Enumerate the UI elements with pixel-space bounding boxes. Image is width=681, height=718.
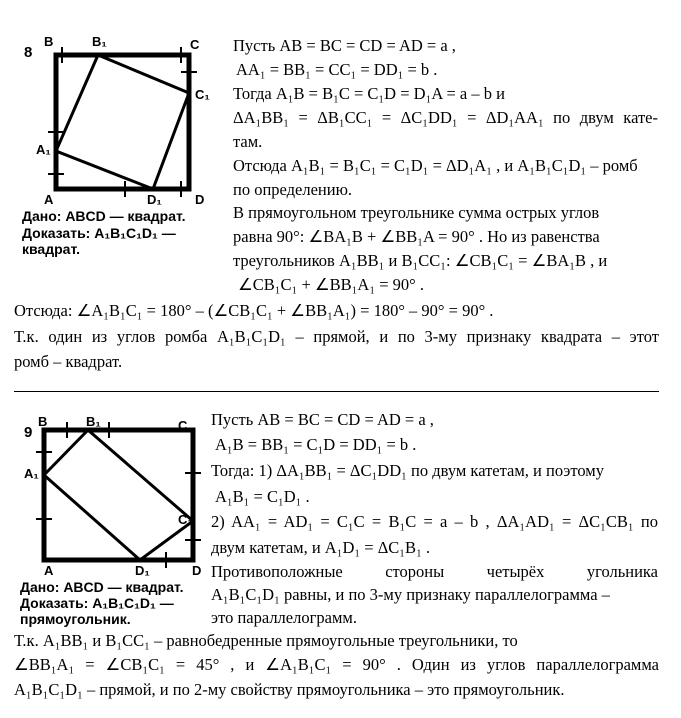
proof-line: Тогда A₁B = B₁C = C₁D = D₁A = a – b и: [233, 84, 505, 103]
proof-line: там.: [233, 132, 263, 151]
proof-line: треугольников A₁BB₁ и B₁CC₁: ∠CB₁C₁ = ∠BA₁B , и: [233, 251, 608, 270]
proof-line: 2) AA₁ = AD₁ = C₁C = B₁C = a – b , ΔA₁AD₁ = ΔC₁CB₁ по: [211, 512, 658, 531]
vertex-label-c1: C₁: [178, 512, 193, 527]
vertex-label-b1: B₁: [92, 34, 107, 49]
vertex-label-d1: D₁: [147, 192, 162, 207]
conclusion-line: Отсюда: ∠A₁B₁C₁ = 180° – (∠CB₁C₁ + ∠BB₁A₁) = 180° – 90° = 90° .: [14, 301, 494, 320]
conclusion-line: A₁B₁C₁D₁ – прямой, и по 2-му свойству прямоугольника – это прямоугольник.: [14, 680, 565, 699]
problem-number: 8: [24, 44, 33, 61]
vertex-label-a1: A₁: [36, 142, 51, 157]
proof-line: равна 90°: ∠BA₁B + ∠BB₁A = 90° . Но из равенства: [233, 227, 600, 246]
vertex-label-b: B: [44, 34, 54, 49]
problem-number: 9: [24, 424, 33, 441]
proof-line: двум катетам, и A₁D₁ = ΔC₁B₁ .: [211, 538, 431, 557]
proof-line: Тогда: 1) ΔA₁BB₁ = ΔC₁DD₁ по двум катетам, и поэтому: [211, 461, 604, 480]
prove-text-cont: квадрат.: [22, 241, 80, 257]
vertex-label-a: A: [44, 192, 54, 207]
proof-line: Пусть AB = BC = CD = AD = a ,: [211, 410, 434, 429]
proof-line: Отсюда A₁B₁ = B₁C₁ = C₁D₁ = ΔD₁A₁ , и A₁B₁C₁D₁ – ромб: [233, 156, 638, 175]
prove-text-cont: прямоугольник.: [20, 611, 131, 627]
vertex-label-c1: C₁: [195, 87, 210, 102]
conclusion-line: Т.к. один из углов ромба A₁B₁C₁D₁ – прямой, и по 3-му признаку квадрата – этот: [14, 327, 659, 346]
vertex-label-b1: B₁: [86, 414, 101, 429]
proof-line: это параллелограмм.: [211, 608, 357, 627]
proof-line: A₁B₁ = C₁D₁ .: [215, 487, 310, 506]
vertex-label-c: C: [190, 37, 200, 52]
conclusion-line: ∠BB₁A₁ = ∠CB₁C₁ = 45° , и ∠A₁B₁C₁ = 90° . Один из углов параллелограмма: [14, 655, 659, 674]
proof-line: В прямоугольном треугольнике сумма острых углов: [233, 203, 600, 222]
proof-line: ΔA₁BB₁ = ΔB₁CC₁ = ΔC₁DD₁ = ΔD₁AA₁ по двум кате-: [233, 108, 658, 127]
vertex-label-a: A: [44, 563, 54, 578]
proof-line: ∠CB₁C₁ + ∠BB₁A₁ = 90° .: [238, 275, 424, 294]
prove-text: Доказать: A₁B₁C₁D₁ —: [22, 225, 176, 241]
proof-line: A₁B₁C₁D₁ равны, и по 3-му признаку параллелограмма –: [211, 585, 610, 604]
conclusion-line: Т.к. A₁BB₁ и B₁CC₁ – равнобедренные прямоугольные треугольники, то: [14, 631, 518, 650]
prove-text: Доказать: A₁B₁C₁D₁ —: [20, 595, 174, 611]
proof-line: Пусть AB = BC = CD = AD = a ,: [233, 36, 456, 55]
vertex-label-d1: D₁: [135, 563, 150, 578]
given-text: Дано: ABCD — квадрат.: [22, 208, 186, 224]
vertex-label-a1: A₁: [24, 466, 39, 481]
conclusion-line: ромб – квадрат.: [14, 352, 123, 371]
proof-line: A₁B = BB₁ = C₁D = DD₁ = b .: [215, 435, 417, 454]
vertex-label-b: B: [38, 414, 48, 429]
proof-line: AA₁ = BB₁ = CC₁ = DD₁ = b .: [236, 60, 438, 79]
vertex-label-d: D: [195, 192, 205, 207]
proof-line: по определению.: [233, 180, 353, 199]
proof-line: Противоположные стороны четырёх угольника: [211, 562, 658, 581]
vertex-label-d: D: [192, 563, 202, 578]
vertex-label-c: C: [178, 418, 188, 433]
given-text: Дано: ABCD — квадрат.: [20, 579, 184, 595]
inner-quadrilateral: [44, 430, 193, 560]
